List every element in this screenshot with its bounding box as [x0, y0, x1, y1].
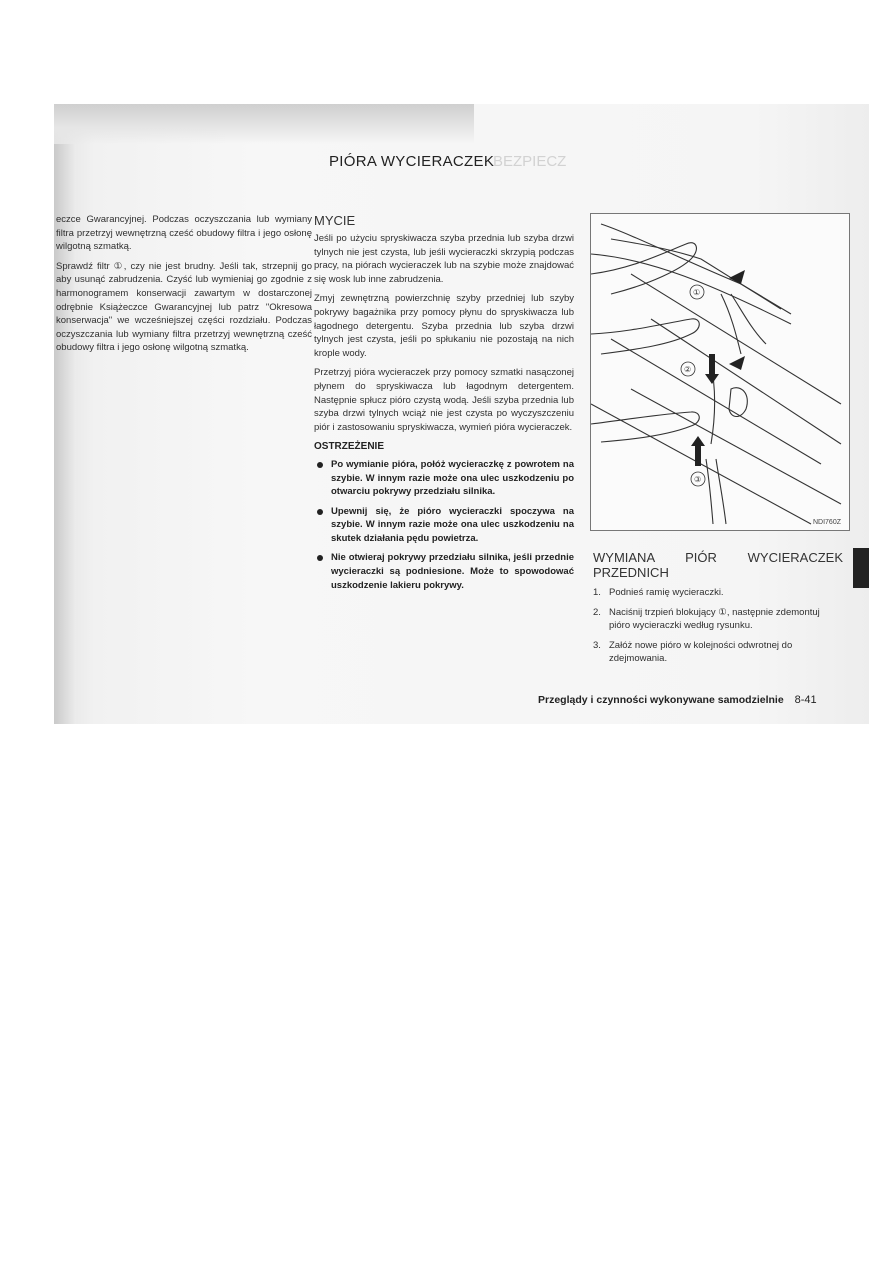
warning-item: Po wymianie pióra, połóż wycieraczkę z powrotem na szybie. W innym razie może ona ulec uszkodzeniu po otwarciu pokrywy przedziału silnika. — [314, 458, 574, 499]
callout-1: ① — [693, 288, 701, 297]
wiper-illustration — [590, 213, 850, 531]
warning-list — [314, 458, 574, 592]
step-item: 1. Podnieś ramię wycieraczki. — [593, 587, 724, 598]
middle-paragraph-1: Jeśli po użyciu spryskiwacza szyba przednia lub szyba drzwi tylnych nie jest czysta, lub jeśli wycieraczki skrzypią podczas pracy, na piórach wycieraczek lub na szybie może znajdować się wosk lub inne zabrudzenia. — [314, 233, 574, 285]
warning-heading: OSTRZEŻENIE — [314, 441, 385, 453]
warning-item: Upewnij się, że pióro wycieraczki spoczywa na szybie. W innym razie może ona ulec uszkodzeniu na skutek działania pędu powietrza. — [314, 505, 574, 546]
steps-list — [593, 586, 843, 666]
wiper-drawing — [591, 214, 849, 530]
bleed-through-title: BEZPIECZ — [493, 153, 567, 170]
middle-paragraph-3: Przetrzyj pióra wycieraczek przy pomocy szmatki nasączonej płynem do spryskiwacza lub łagodnym detergentem. Następnie spłucz pióro czystą wodą. Jeśli szyba przednia lub szyba drzwi tylnych wciąż nie jest czysta po wyczyszczeniu piór i zastosowaniu spryskiwacza, wymień pióra wycieraczek. — [314, 367, 574, 433]
left-column — [56, 213, 312, 361]
footer-section-title: Przeglądy i czynności wykonywane samodzielnie — [538, 694, 784, 706]
section-thumb-tab — [853, 548, 869, 588]
left-paragraph-2: Sprawdź filtr ①, czy nie jest brudny. Jeśli tak, strzepnij go aby usunąć zabrudzenia. Czyść lub wymieniaj go zgodnie z harmonogramem konserwacji zawartym w dostarczonej odrębnie Książeczce Gwarancyjnej lub patrz "Okresowa konserwacja" we wcześniejszej części rozdziału. Podczas oczyszczania lub wymiany filtra przetrzyj wewnętrzną cześć obudowy filtra i jego osłonę wilgotną szmatką. — [56, 260, 312, 354]
right-column — [593, 550, 843, 672]
warning-item: Nie otwieraj pokrywy przedziału silnika, jeśli przednie wycieraczki są podniesione. Może to spowodować uszkodzenie lakieru pokrywy. — [314, 551, 574, 592]
page-footer — [538, 694, 817, 706]
callout-3: ③ — [694, 475, 702, 484]
left-paragraph-1: eczce Gwarancyjnej. Podczas oczyszczania lub wymiany filtra przetrzyj wewnętrzną cześć obudowy filtra i jego osłonę wilgotną szmatką. — [56, 214, 312, 253]
middle-column — [314, 213, 574, 598]
scan-top-shadow — [54, 104, 474, 144]
middle-paragraph-2: Zmyj zewnętrzną powierzchnię szyby przedniej lub szyby pokrywy bagażnika przy pomocy płynu do spryskiwacza lub łagodnego detergentu. Szyba przednia lub szyba drzwi tylnych jest czysta, jeśli po spłukaniu nie pozostają na nich krople wody. — [314, 293, 574, 359]
callout-2: ② — [684, 365, 692, 374]
step-item: 2. Naciśnij trzpień blokujący ①, następnie zdemontuj pióro wycieraczki według rysunku. — [593, 606, 820, 632]
section-heading-wymiana: WYMIANA PIÓR WYCIERACZEK PRZEDNICH — [593, 550, 843, 580]
section-heading-mycie: MYCIE — [314, 213, 356, 228]
figure-code: NDI760Z — [812, 519, 841, 526]
page-title: PIÓRA WYCIERACZEK — [329, 153, 495, 170]
step-item: 3. Załóż nowe pióro w kolejności odwrotnej do zdejmowania. — [593, 639, 793, 665]
page-number: 8-41 — [794, 694, 817, 706]
